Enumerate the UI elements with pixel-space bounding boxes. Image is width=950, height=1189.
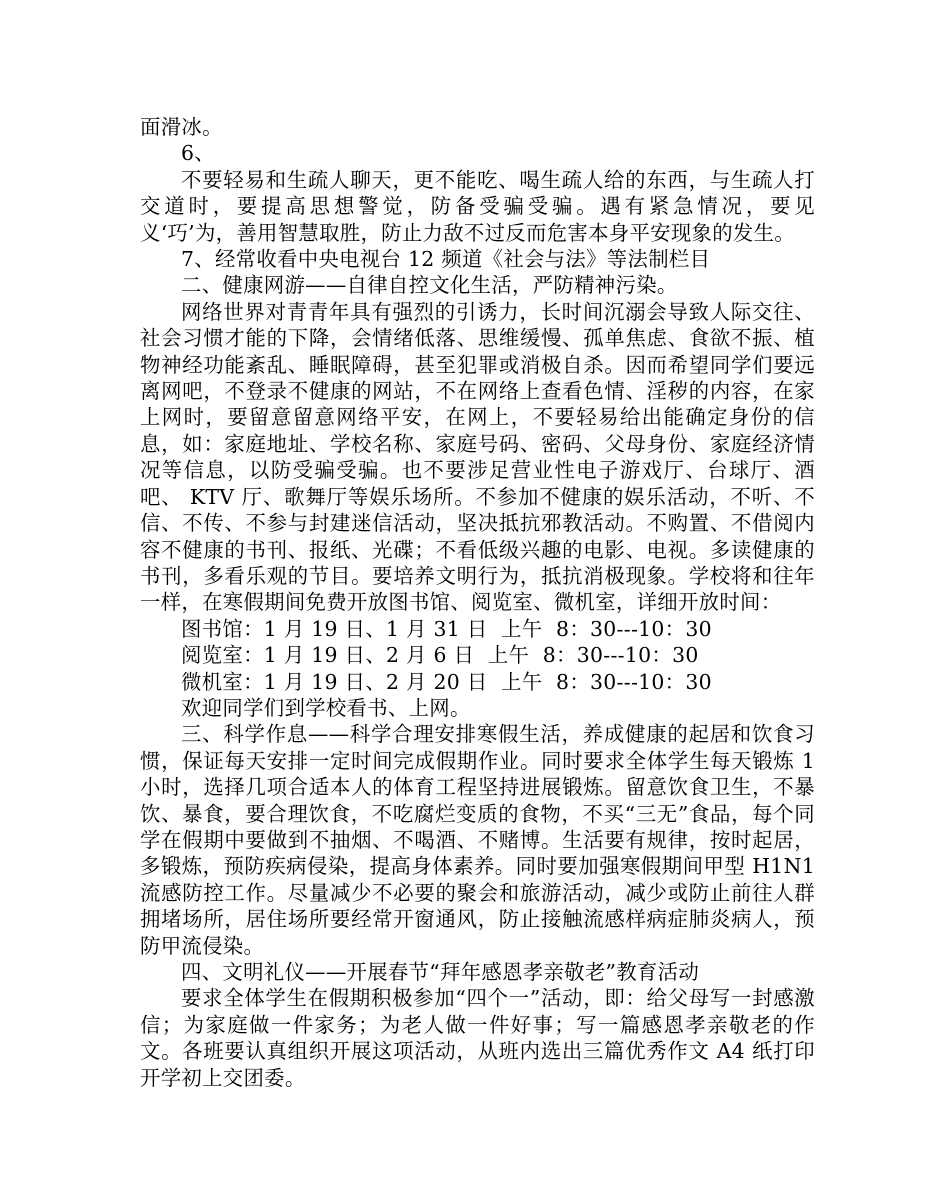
schedule-computer-room: 微机室：1 月 19 日、2 月 20 日 上午 8：30---10：30 [181, 669, 712, 694]
document-body [140, 114, 815, 1091]
schedule-reading-room: 阅览室：1 月 19 日、2 月 6 日 上午 8：30---10：30 [181, 643, 699, 668]
paragraph-line: 面滑冰。 [140, 115, 223, 139]
list-number: 6、 [181, 141, 215, 166]
paragraph-internet-safety: 网络世界对青青年具有强烈的引诱力，长时间沉溺会导致人际交往、社会习惯才能的下降，会情绪低落、思维缓慢、孤单焦虑、食欲不振、植物神经功能紊乱、睡眠障碍，甚至犯罪或消极自杀。因而希望同学们要远离网吧，不登录不健康的网站，不在网络上查看色情、淫秽的内容，在家上网时，要留意留意网络平安，在网上，不要轻易给出能确定身份的信息，如：家庭地址、学校名称、家庭号码、密码、父母身份、家庭经济情况等信息，以防受骗受骗。也不要涉足营业性电子游戏厅、台球厅、酒吧、 KTV 厅、歌舞厅等娱乐场所。不参加不健康的娱乐活动，不听、不信、不传、不参与封建迷信活动，坚决抵抗邪教活动。不购置、不借阅内容不健康的书刊、报纸、光碟；不看低级兴趣的电影、电视。多读健康的书刊，多看乐观的节目。要培养文明行为，抵抗消极现象。学校将和往年一样，在寒假期间免费开放图书馆、阅览室、微机室，详细开放时间： [140, 299, 815, 615]
welcome-line: 欢迎同学们到学校看书、上网。 [181, 695, 471, 720]
section-heading-healthy-internet: 二、健康网游——自律自控文化生活，严防精神污染。 [181, 273, 678, 298]
schedule-library: 图书馆：1 月 19 日、1 月 31 日 上午 8：30---10：30 [181, 616, 712, 641]
list-item-tv-program: 7、经常收看中央电视台 12 频道《社会与法》等法制栏目 [181, 247, 711, 272]
paragraph-scientific-routine: 三、科学作息——科学合理安排寒假生活，养成健康的起居和饮食习惯，保证每天安排一定时间完成假期作业。同时要求全体学生每天锻炼 1 小时，选择几项合适本人的体育工程坚持进展锻炼。留意饮食卫生，不暴饮、暴食，要合理饮食，不吃腐烂变质的食物，不买“三无”食品，每个同学在假期中要做到不抽烟、不喝酒、不赌博。生活要有规律，按时起居，多锻炼，预防疾病侵染，提高身体素养。同时要加强寒假期间甲型 H1N1 流感防控工作。尽量减少不必要的聚会和旅游活动，减少或防止前往人群拥堵场所，居住场所要经常开窗通风，防止接触流感样病症肺炎病人，预防甲流侵染。 [140, 722, 815, 958]
section-heading-civility: 四、文明礼仪——开展春节“拜年感恩孝亲敬老”教育活动 [181, 960, 700, 984]
paragraph-four-ones-activity: 要求全体学生在假期积极参加“四个一”活动，即：给父母写一封感激信；为家庭做一件家务；为老人做一件好事；写一篇感恩孝亲敬老的作文。各班要认真组织开展这项活动，从班内选出三篇优秀作文 A4 纸打印开学初上交团委。 [140, 986, 815, 1090]
paragraph-stranger-safety: 不要轻易和生疏人聊天，更不能吃、喝生疏人给的东西，与生疏人打交道时，要提高思想警觉，防备受骗受骗。遇有紧急情况，要见义‘巧’为，善用智慧取胜，防止力敌不过反而危害本身平安现象的发生。 [140, 167, 815, 245]
